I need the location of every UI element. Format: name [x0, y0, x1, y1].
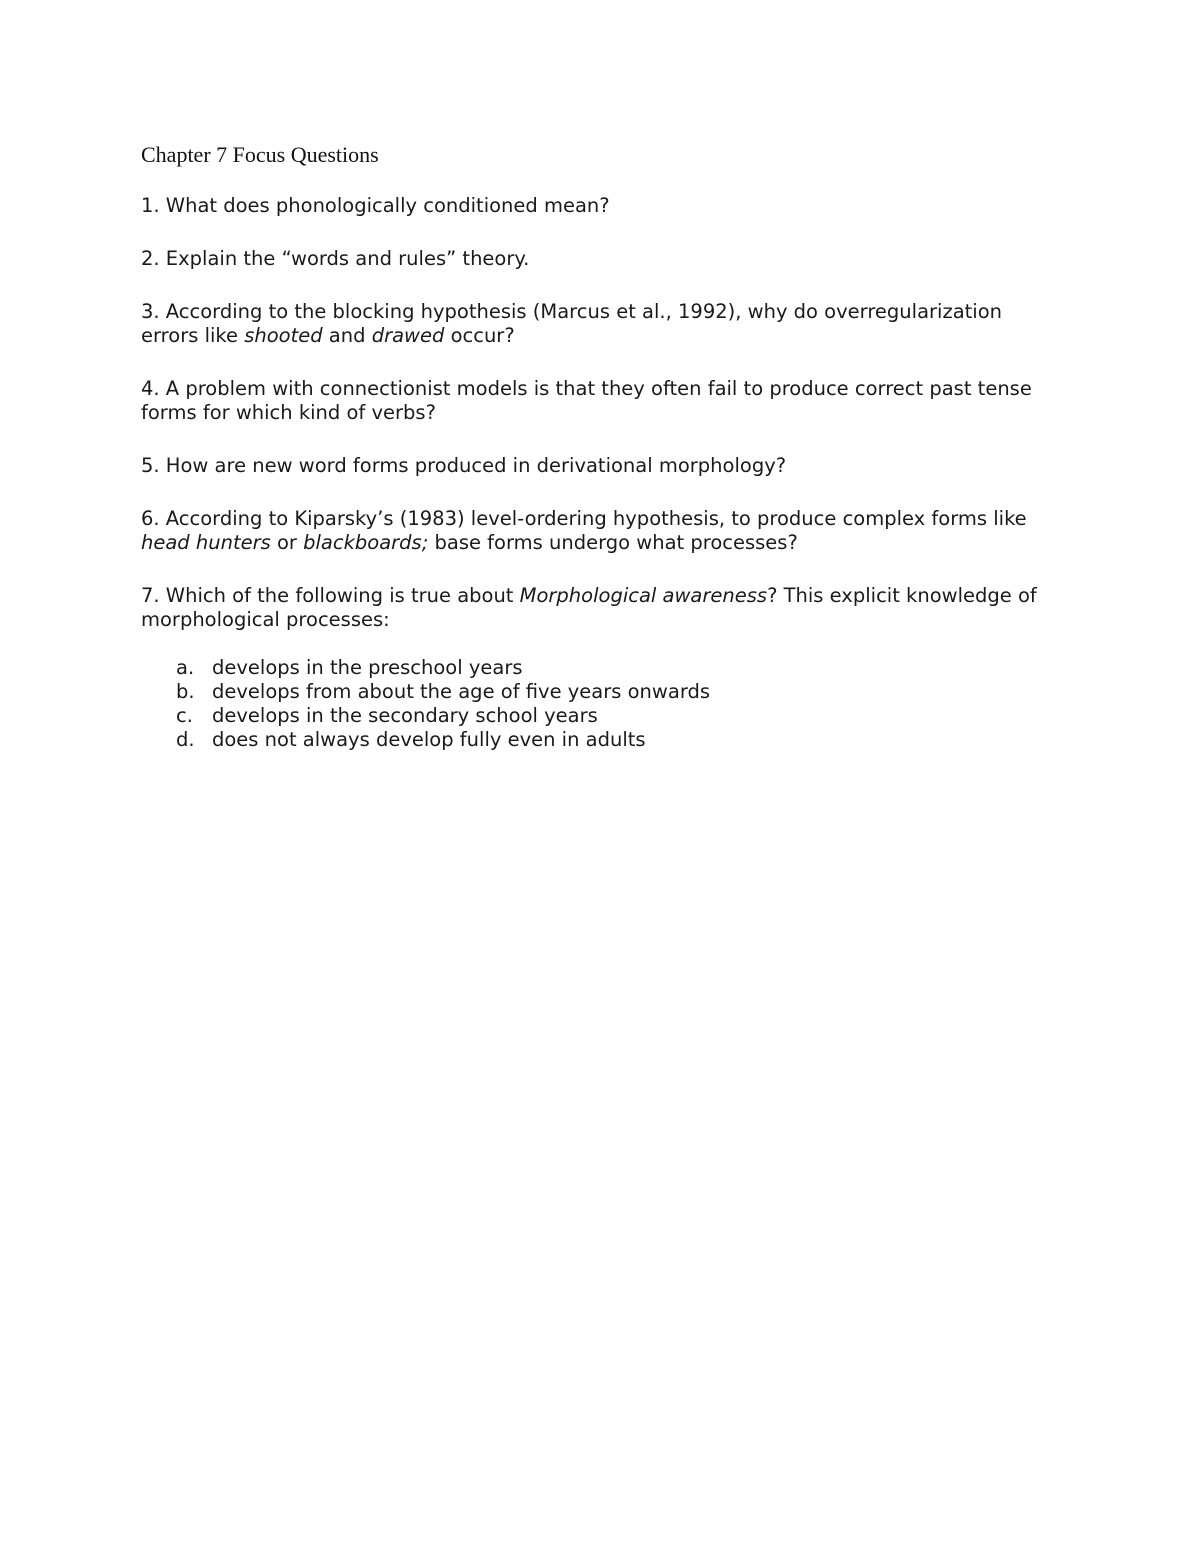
option-letter: d.	[176, 728, 195, 751]
question-text: occur?	[444, 324, 515, 347]
question-3	[141, 300, 1061, 348]
option-letter: a.	[176, 656, 195, 679]
document-body	[141, 140, 1061, 752]
question-text: 1. What does phonologically conditioned mean?	[141, 194, 610, 217]
question-5	[141, 454, 1061, 478]
option-letter: b.	[176, 680, 195, 703]
option-letter: c.	[176, 704, 193, 727]
question-1	[141, 194, 1061, 218]
question-text: 3. According to the blocking hypothesis (Marcus et al., 1992), why do overregularization errors like	[141, 300, 1002, 347]
question-text: base forms undergo what processes?	[428, 531, 798, 554]
question-text: 6. According to Kiparsky’s (1983) level-ordering hypothesis, to produce complex forms like	[141, 507, 1027, 530]
italic-term-blackboards: blackboards;	[303, 531, 429, 554]
question-4	[141, 377, 1061, 425]
question-6	[141, 507, 1061, 555]
question-text: 2. Explain the “words and rules” theory.	[141, 247, 530, 270]
answer-option-d	[141, 728, 1061, 752]
question-text: 5. How are new word forms produced in derivational morphology?	[141, 454, 787, 477]
question-text: ? This explicit knowledge of morphological processes:	[141, 584, 1037, 631]
answer-option-a	[141, 656, 1061, 680]
question-2	[141, 247, 1061, 271]
answer-options-list	[141, 656, 1061, 752]
italic-term-drawed: drawed	[371, 324, 445, 347]
option-text: does not always develop fully even in adults	[212, 728, 646, 751]
question-text: and	[322, 324, 372, 347]
italic-term-morphological-awareness: Morphological awareness	[519, 584, 768, 607]
italic-term-shooted: shooted	[244, 324, 323, 347]
question-7	[141, 584, 1061, 632]
answer-option-c	[141, 704, 1061, 728]
question-text: or	[270, 531, 304, 554]
answer-option-b	[141, 680, 1061, 704]
question-text: 4. A problem with connectionist models is that they often fail to produce correct past tense forms for which kind of verbs?	[141, 377, 1032, 424]
italic-term-head-hunters: head hunters	[141, 531, 271, 554]
option-text: develops in the preschool years	[212, 656, 523, 679]
document-title: Chapter 7 Focus Questions	[141, 142, 379, 167]
option-text: develops in the secondary school years	[212, 704, 598, 727]
option-text: develops from about the age of five years onwards	[212, 680, 711, 703]
question-text: 7. Which of the following is true about	[141, 584, 520, 607]
